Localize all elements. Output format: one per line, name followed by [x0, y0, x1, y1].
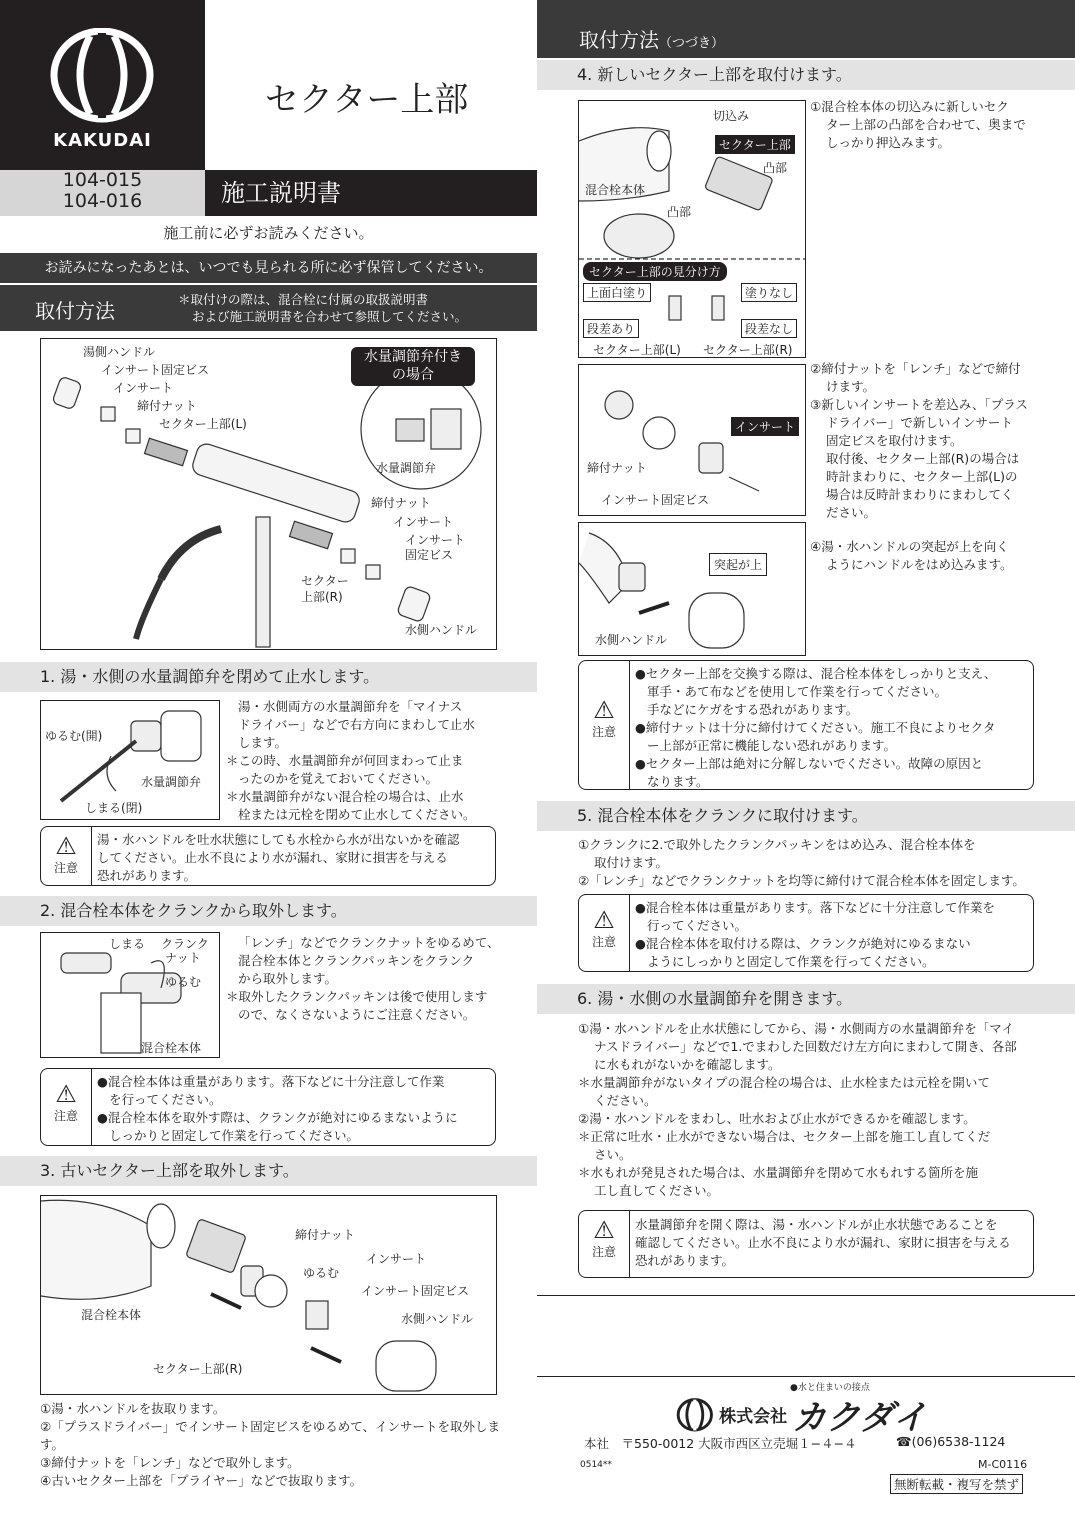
step4-text-2: ②締付ナットを「レンチ」などで締付 けます。 ③新しいインサートを差込み、「プラス ドライバー」で新しいインサート 固定ビスを取付けます。 取付後、セクター上部(R)の場合は 時計まわりに、セクター上部(L)の 場合は反時計まわりにまわしてく ださい。: [810, 361, 1028, 520]
fig-label: 水側ハンドル: [401, 1312, 474, 1326]
install-note: ＊取付けの際は、混合栓に付属の取扱説明書 および施工説明書を合わせて参照してください。: [178, 292, 468, 324]
fig-label: 水量調節弁: [141, 775, 202, 789]
fig-label: 締付ナット: [137, 399, 197, 413]
continued-sub: （つづき）: [659, 36, 725, 51]
step1-figure: [40, 700, 220, 820]
kakudai-logo-icon: [50, 28, 155, 123]
fig-label: 水量調節弁: [376, 461, 437, 475]
overview-figure: [40, 338, 497, 650]
fig-label: 凸部: [763, 161, 788, 175]
step2-caution: ⚠ 注意 ●混合栓本体は重量があります。落下などに十分注意して作業 を行ってください。 ●混合栓本体を取外す際は、クランクが絶対にゆるまないように しっかりと固定して作業を行ってください。: [40, 1068, 496, 1146]
fig-label: インサート: [113, 381, 174, 395]
fig-label: 上面白塗り: [583, 283, 651, 302]
warning-icon: ⚠: [55, 832, 77, 860]
fig-label: 塗りなし: [741, 283, 797, 302]
date-code: 0514**: [580, 1460, 612, 1470]
company-phone: ☎(06)6538-1124: [896, 1434, 1006, 1449]
fig-label: ゆるむ: [303, 1266, 340, 1280]
fig-label: インサート: [393, 515, 454, 529]
fig-label: クランク: [161, 937, 209, 951]
fig-label: セクター上部(R): [153, 1362, 243, 1376]
step4-heading: 4. 新しいセクター上部を取付けます。: [537, 60, 1075, 90]
fig-label: 段差あり: [583, 319, 639, 338]
step3-figure: [40, 1195, 497, 1395]
kakudai-logo-icon: [676, 1397, 714, 1433]
step6-heading: 6. 湯・水側の水量調節弁を開きます。: [537, 984, 1075, 1014]
fig-label: しまる(閉): [85, 801, 143, 815]
fig-label: セクター: [301, 574, 349, 588]
fig-label: 締付ナット: [587, 461, 647, 475]
fig-label: セクター上部(L): [593, 343, 681, 357]
fig-label: インサート固定ビス: [601, 493, 710, 507]
fig-label-highlight: セクター上部: [715, 135, 795, 154]
fig-label: インサート固定ビス: [101, 363, 210, 377]
fig-label: 固定ビス: [405, 548, 454, 562]
caution-icon-cell: ⚠ 注意: [579, 661, 630, 789]
keep-notice: お読みになったあとは、いつでも見られる所に必ず保管してください。: [0, 253, 537, 283]
step1-caution: ⚠ 注意 湯・水ハンドルを吐水状態にしても水栓から水が出ないかを確認 してください。止水不良により水が漏れ、家財に損害を与える 恐れがあります。: [40, 826, 496, 886]
step4-figure-b: [578, 364, 806, 516]
step4-text-1: ①混合栓本体の切込みに新しいセク ター上部の凸部を合わせて、奥まで しっかり押込みます。: [810, 99, 1026, 150]
step4-figure-a: [578, 100, 806, 358]
caution-icon-cell: ⚠ 注意: [579, 1211, 630, 1277]
step6-text: ①湯・水ハンドルを止水状態にしてから、湯・水側両方の水量調節弁を「マイ ナスドライバー」などで1.でまわした回数だけ左方向にまわして開き、各部 に水もれがないかを確認します。 ＊水量調節弁がないタイプの混合栓の場合は、止水栓または元栓を開いて ください。 ②湯・水ハンドルをまわし、吐水および止水ができるかを確認します。 ＊正常に吐水・止水ができない場合は、セクター上部を施工し直してくだ さい。 ＊水もれが発見された場合は、水量調節弁を閉めて水もれする箇所を施 工し直してください。: [578, 1021, 1017, 1198]
company-name: カクダイ: [792, 1398, 927, 1438]
read-before-notice: 施工前に必ずお読みください。: [163, 224, 374, 242]
continued-title: 取付方法: [579, 28, 659, 52]
warning-icon: ⚠: [55, 1080, 77, 1108]
fig-label: ゆるむ: [165, 975, 202, 989]
fig-label: 切込み: [713, 109, 750, 123]
fig-label: セクター上部(L): [159, 417, 247, 431]
fig-label: ゆるむ(開): [45, 729, 103, 743]
fig-sub-title: セクター上部の見分け方: [583, 262, 727, 281]
fig-label: ナット: [165, 951, 201, 965]
fig-label: しまる: [109, 937, 146, 951]
warning-icon: ⚠: [593, 906, 615, 934]
fig-label: 混合栓本体: [585, 183, 646, 197]
install-header: [0, 285, 537, 331]
step5-text: ①クランクに2.で取外したクランクパッキンをはめ込み、混合栓本体を 取付けます。 ②「レンチ」などでクランクナットを均等に締付けて混合栓本体を固定します。: [578, 837, 1025, 888]
caution-icon-cell: ⚠ 注意: [41, 827, 92, 885]
model-number: 104-016: [62, 190, 143, 212]
fig-label: インサート固定ビス: [361, 1284, 470, 1298]
step1-heading: 1. 湯・水側の水量調節弁を閉めて止水します。: [0, 662, 537, 692]
step3-text: ①湯・水ハンドルを抜取ります。 ②「プラスドライバー」でインサート固定ビスをゆるめて、インサートを取外します。 ③締付ナットを「レンチ」などで取外します。 ④古いセクター上部を「プライヤー」などで抜取ります。: [40, 1401, 500, 1488]
right-header: [537, 0, 1075, 58]
fig-label: 突起が上: [709, 553, 767, 576]
document-code: M-C0116: [978, 1458, 1028, 1471]
fig-label: インサート: [405, 533, 466, 547]
model-number: 104-015: [62, 169, 143, 191]
fig-label: 上部(R): [301, 590, 343, 604]
company-address: 本社 〒550-0012 大阪市西区立売堀１−４−４: [584, 1436, 857, 1451]
caution-icon-cell: ⚠ 注意: [579, 895, 630, 971]
fig-label: セクター上部(R): [703, 343, 793, 357]
step5-heading: 5. 混合栓本体をクランクに取付けます。: [537, 801, 1075, 831]
fig-label: 混合栓本体: [141, 1041, 202, 1055]
divider: [537, 1295, 1075, 1296]
fig-label: 水側ハンドル: [405, 623, 478, 637]
fig-label: 段差なし: [741, 319, 797, 338]
divider: [537, 1376, 1075, 1377]
step4-figure-c: [578, 522, 806, 656]
model-numbers: [0, 170, 205, 216]
company-prefix: 株式会社: [719, 1407, 788, 1427]
caution-icon-cell: ⚠ 注意: [41, 1069, 92, 1145]
company-logo: [676, 1390, 927, 1438]
brand-name: KAKUDAI: [53, 130, 152, 151]
copyright-notice: 無断転載・複写を禁ず: [890, 1474, 1023, 1494]
fig-label: 凸部: [667, 205, 692, 219]
warning-icon: ⚠: [593, 696, 615, 724]
company-tagline: ●水と住まいの接点: [790, 1383, 870, 1393]
fig-label: 水側ハンドル: [595, 633, 668, 647]
step3-heading: 3. 古いセクター上部を取外します。: [0, 1156, 537, 1186]
fig-label: 湯側ハンドル: [83, 345, 156, 359]
fig-label: 混合栓本体: [81, 1308, 142, 1322]
step5-caution: ⚠ 注意 ●混合栓本体は重量があります。落下などに十分注意して作業を 行ってください。 ●混合栓本体を取付ける際は、クランクが絶対にゆるまない ようにしっかりと固定して作業を行ってください。: [578, 894, 1034, 972]
manual-label: 施工説明書: [205, 170, 537, 216]
step6-caution: ⚠ 注意 水量調節弁を開く際は、湯・水ハンドルが止水状態であることを 確認してください。止水不良により水が漏れ、家財に損害を与える 恐れがあります。: [578, 1210, 1034, 1278]
step1-text: 湯・水側両方の水量調節弁を「マイナス ドライバー」などで右方向にまわして止水 します。 ＊この時、水量調節弁が何回まわって止ま ったのかを覚えておいてください。 ＊水量調節弁がない混合栓の場合は、止水 栓または元栓を閉めて止水してください。: [226, 699, 476, 822]
fig-label-highlight: インサート: [731, 417, 799, 436]
fig-label: 締付ナット: [295, 1228, 355, 1242]
step2-text: 「レンチ」などでクランクナットをゆるめて、 混合栓本体とクランクパッキンをクランク から取外します。 ＊取外したクランクパッキンは後で使用します ので、なくさないようにご注意ください。: [226, 935, 500, 1022]
fig-label: 締付ナット: [371, 496, 431, 510]
step4-caution: ⚠ 注意 ●セクター上部を交換する際は、混合栓本体をしっかりと支え、 軍手・あて布などを使用して作業を行ってください。 手などにケガをする恐れがあります。 ●締付ナットは十分に締付けてください。施工不良によりセクタ ー上部が正常に機能しない恐れがあります。 ●セクター上部は絶対に分解しないでください。故障の原因と なります。: [578, 660, 1034, 790]
callout-box: 水量調節弁付き の場合: [351, 347, 475, 386]
step2-figure: [40, 932, 220, 1058]
fig-label: インサート: [366, 1252, 427, 1266]
warning-icon: ⚠: [593, 1216, 615, 1244]
step4-text-3: ④湯・水ハンドルの突起が上を向く ようにハンドルをはめ込みます。: [810, 539, 1013, 572]
step2-heading: 2. 混合栓本体をクランクから取外します。: [0, 896, 537, 926]
page-title: セクター上部: [265, 80, 469, 120]
install-title: 取付方法: [35, 299, 115, 323]
